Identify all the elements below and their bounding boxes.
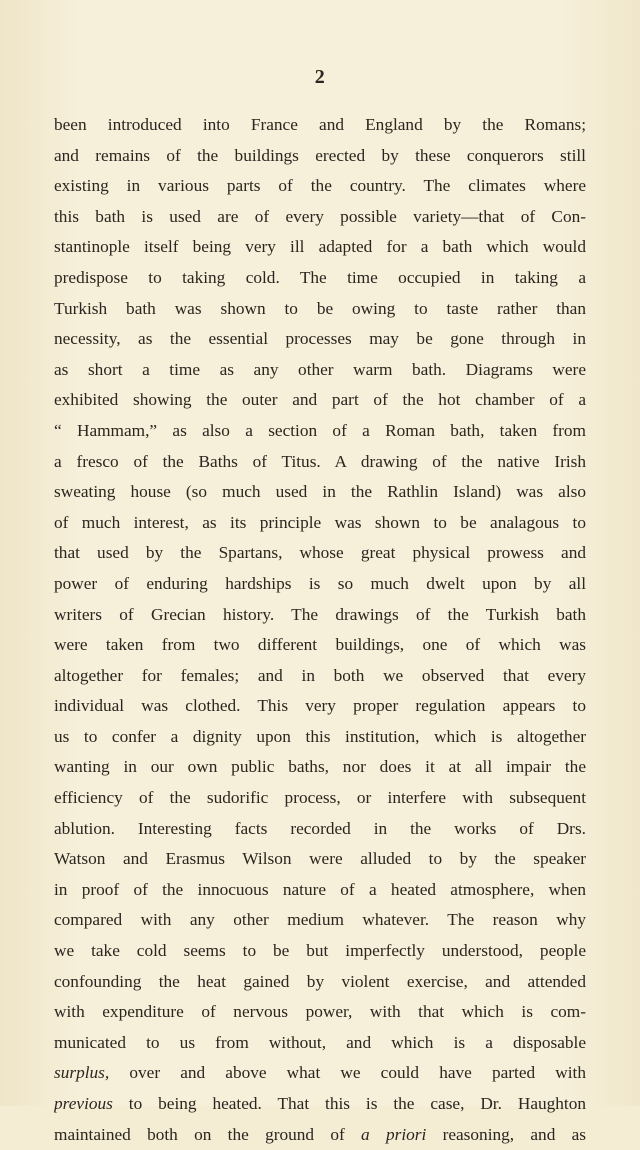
- body-text: [54, 110, 586, 1150]
- text-line: [54, 294, 586, 325]
- text-run: in proof of the innocuous nature of a heated atmosphere, when: [54, 879, 586, 899]
- text-run: power of enduring hardships is so much dwelt upon by all: [54, 573, 586, 593]
- text-line: [54, 875, 586, 906]
- text-line: [54, 385, 586, 416]
- text-run: confounding the heat gained by violent exercise, and attended: [54, 971, 586, 991]
- text-run: necessity, as the essential processes may be gone through in: [54, 329, 586, 349]
- text-line: [54, 232, 586, 263]
- text-run: over and above what we could have parted with: [109, 1063, 586, 1083]
- text-line: [54, 416, 586, 447]
- text-run: were taken from two different buildings, one of which was: [54, 635, 586, 655]
- text-run: predispose to taking cold. The time occupied in taking a: [54, 267, 586, 287]
- text-line: [54, 110, 586, 141]
- text-run: ablution. Interesting facts recorded in the works of Drs.: [54, 818, 586, 838]
- text-line: [54, 600, 586, 631]
- text-run: stantinople itself being very ill adapted for a bath which would: [54, 237, 586, 257]
- text-run: compared with any other medium whatever. The reason why: [54, 910, 586, 930]
- text-line: [54, 538, 586, 569]
- text-line: [54, 1089, 586, 1120]
- text-line: [54, 202, 586, 233]
- text-run: existing in various parts of the country. The climates where: [54, 176, 586, 196]
- italic-text: surplus,: [54, 1063, 110, 1083]
- italic-text: a priori: [361, 1124, 427, 1144]
- text-run: altogether for females; and in both we observed that every: [54, 665, 586, 685]
- text-run: and remains of the buildings erected by these conquerors still: [54, 145, 586, 165]
- text-line: [54, 477, 586, 508]
- text-run: writers of Grecian history. The drawings of the Turkish bath: [54, 604, 586, 624]
- text-line: [54, 997, 586, 1028]
- text-run: we take cold seems to be but imperfectly understood, people: [54, 941, 586, 961]
- text-run: Turkish bath was shown to be owing to taste rather than: [54, 298, 586, 318]
- text-line: [54, 630, 586, 661]
- text-run: been introduced into France and England by the Romans;: [54, 115, 586, 134]
- text-run: of much interest, as its principle was shown to be analagous to: [54, 512, 586, 532]
- text-line: [54, 1058, 586, 1089]
- text-run: us to confer a dignity upon this institution, which is altogether: [54, 726, 586, 746]
- text-line: [54, 508, 586, 539]
- page-number: 2: [314, 66, 326, 88]
- text-run: to being heated. That this is the case, Dr. Haughton: [112, 1094, 586, 1113]
- text-run: municated to us from without, and which is a disposable: [54, 1032, 586, 1052]
- text-run: “ Hammam,” as also a section of a Roman bath, taken from: [54, 420, 586, 440]
- text-line: [54, 661, 586, 692]
- text-line: [54, 752, 586, 783]
- text-run: reasoning, and as: [426, 1124, 586, 1144]
- text-run: maintained both on the ground of: [54, 1124, 362, 1144]
- text-line: [54, 1028, 586, 1059]
- text-line: [54, 722, 586, 753]
- text-run: that used by the Spartans, whose great physical prowess and: [54, 543, 586, 563]
- text-line: [54, 1120, 586, 1150]
- text-line: [54, 569, 586, 600]
- text-line: [54, 936, 586, 967]
- text-line: [54, 263, 586, 294]
- text-line: [54, 783, 586, 814]
- text-run: with expenditure of nervous power, with that which is com-: [54, 1002, 586, 1022]
- text-run: this bath is used are of every possible variety—that of Con-: [54, 206, 586, 226]
- text-line: [54, 691, 586, 722]
- italic-text: previous: [54, 1094, 113, 1113]
- text-line: [54, 905, 586, 936]
- text-line: [54, 324, 586, 355]
- text-line: [54, 967, 586, 998]
- text-run: individual was clothed. This very proper regulation appears to: [54, 696, 586, 716]
- text-run: Watson and Erasmus Wilson were alluded to by the speaker: [54, 849, 586, 869]
- text-run: a fresco of the Baths of Titus. A drawing of the native Irish: [54, 451, 586, 471]
- text-line: [54, 814, 586, 845]
- text-line: [54, 447, 586, 478]
- text-line: [54, 171, 586, 202]
- text-line: [54, 355, 586, 386]
- text-line: [54, 141, 586, 172]
- text-run: as short a time as any other warm bath. Diagrams were: [54, 359, 586, 379]
- text-line: [54, 844, 586, 875]
- text-run: efficiency of the sudorific process, or interfere with subsequent: [54, 788, 586, 808]
- text-run: sweating house (so much used in the Rathlin Island) was also: [54, 482, 586, 502]
- text-run: wanting in our own public baths, nor does it at all impair the: [54, 757, 586, 777]
- text-run: exhibited showing the outer and part of the hot chamber of a: [54, 390, 586, 410]
